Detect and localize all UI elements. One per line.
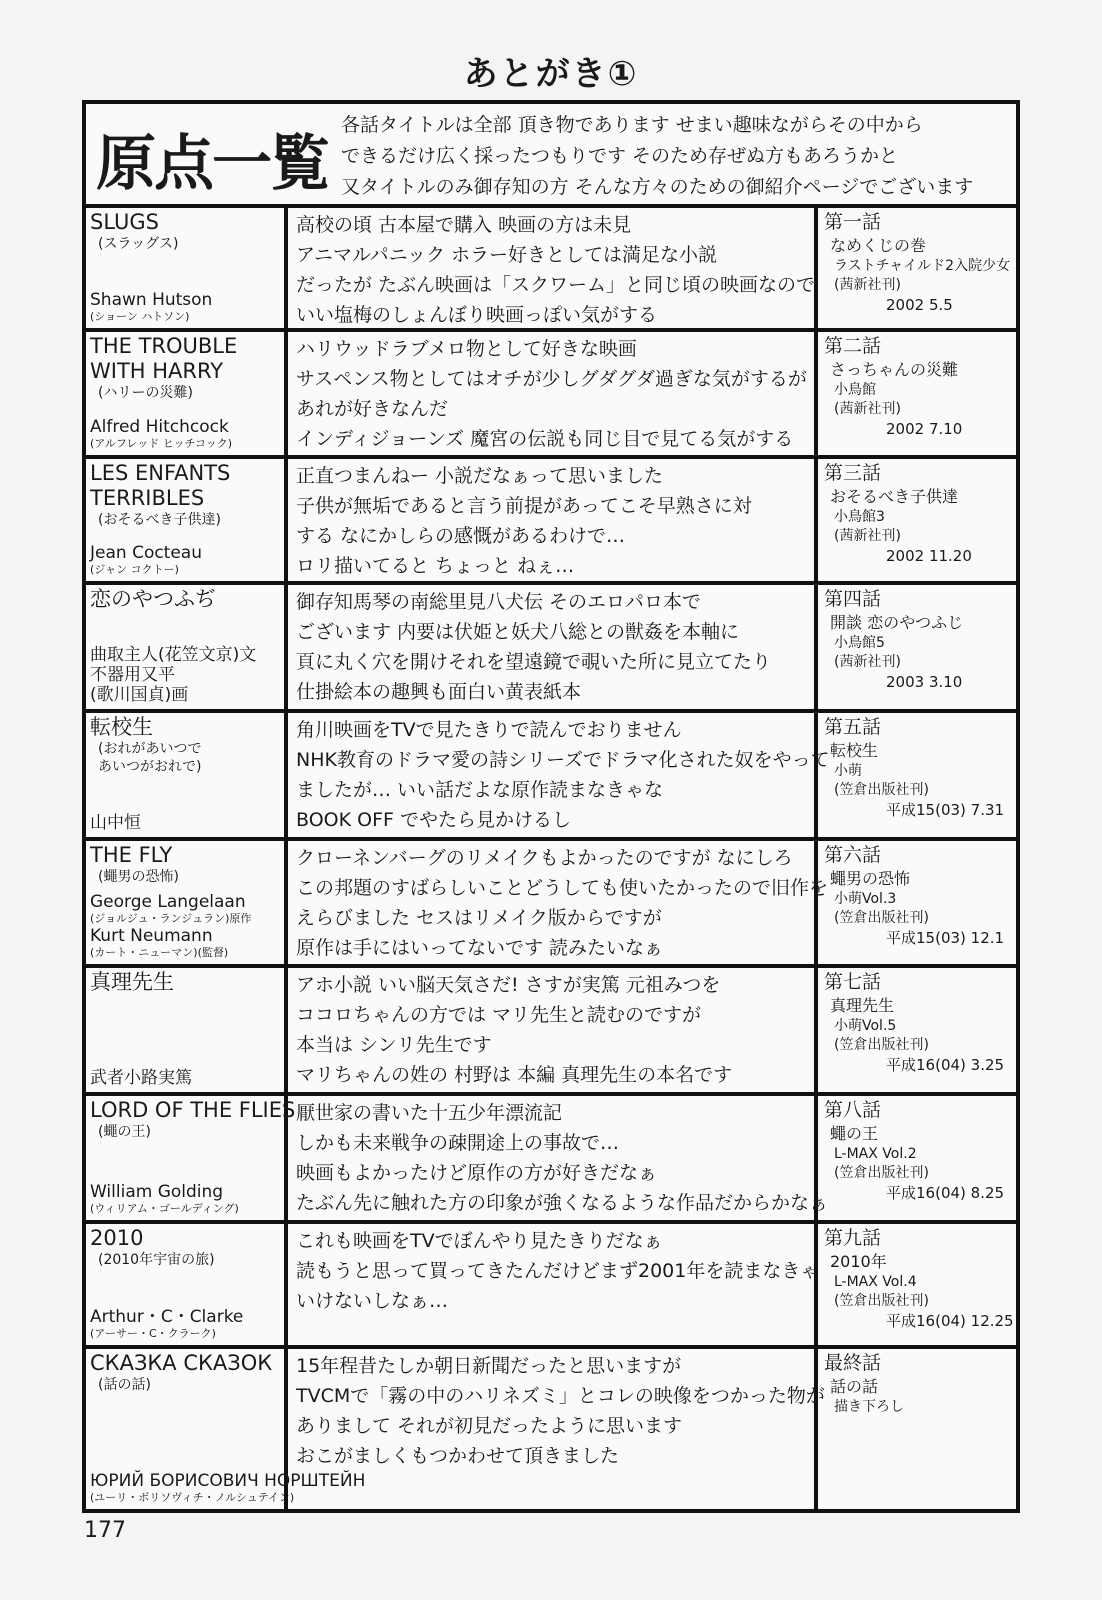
source-title: 恋のやつふぢ bbox=[90, 587, 216, 611]
comment-line: インディジョーンズ 魔宮の伝説も同じ目で見てる気がする bbox=[296, 428, 794, 450]
episode-info-cell bbox=[818, 841, 1016, 964]
episode-info-cell bbox=[818, 208, 1016, 328]
episode-number: 第八話 bbox=[824, 1099, 882, 1121]
source-title: WITH HARRY bbox=[90, 359, 224, 383]
episode-info-cell bbox=[818, 713, 1016, 837]
source-author: 山中恒 bbox=[90, 813, 141, 833]
source-title-cell bbox=[86, 459, 288, 581]
episode-info-line: L-MAX Vol.4 bbox=[834, 1274, 917, 1290]
episode-info-line: 小萌Vol.3 bbox=[834, 891, 897, 907]
episode-info-cell bbox=[818, 1096, 1016, 1220]
page-title: あとがき① bbox=[463, 54, 639, 94]
episode-info-line: (笠倉出版社刊) bbox=[834, 782, 929, 798]
author-block bbox=[90, 892, 251, 960]
comment-line: NHK教育のドラマ愛の詩シリーズでドラマ化された奴をやって bbox=[296, 749, 830, 771]
source-title-cell bbox=[86, 968, 288, 1092]
episode-info-line: (笠倉出版社刊) bbox=[834, 910, 929, 926]
comment-line: ございます 内要は伏姫と妖犬八総との獣姦を本軸に bbox=[296, 621, 740, 643]
episode-info-line: 蠅男の恐怖 bbox=[830, 869, 911, 888]
comment-line: する なにかしらの感慨があるわけで… bbox=[296, 525, 626, 547]
episode-info-line: 描き下ろし bbox=[834, 1399, 904, 1415]
source-title: TERRIBLES bbox=[90, 486, 205, 510]
comment-line: 御存知馬琴の南総里見八犬伝 そのエロパロ本で bbox=[296, 591, 702, 613]
episode-number: 第四話 bbox=[824, 588, 882, 610]
episode-info-line: 小鳥館5 bbox=[834, 635, 885, 651]
episode-number: 最終話 bbox=[824, 1352, 882, 1374]
comment-line: この邦題のすばらしいことどうしても使いたかったので旧作を bbox=[296, 877, 829, 899]
author-block bbox=[90, 1068, 192, 1088]
source-title: 転校生 bbox=[90, 715, 153, 739]
source-title-reading: (おれがあいつで bbox=[98, 741, 202, 757]
episode-info-line: 真理先生 bbox=[830, 996, 895, 1015]
episode-info-cell bbox=[818, 585, 1016, 709]
comment-line: ココロちゃんの方では マリ先生と読むのですが bbox=[296, 1004, 702, 1026]
author-block bbox=[90, 645, 256, 705]
episode-number: 第二話 bbox=[824, 335, 882, 357]
episode-info-line: ラストチャイルド2入院少女 bbox=[834, 258, 1011, 274]
comment-cell bbox=[288, 585, 818, 709]
comment-line: アニマルパニック ホラー好きとしては満足な小説 bbox=[296, 244, 718, 266]
comment-line: しかも未来戦争の疎開途上の事故で… bbox=[296, 1132, 620, 1154]
comment-line: だったが たぶん映画は「スクワーム」と同じ頃の映画なので bbox=[296, 274, 816, 296]
episode-info-line: 蠅の王 bbox=[830, 1124, 879, 1143]
episode-info-line: (笠倉出版社刊) bbox=[834, 1165, 929, 1181]
table-row bbox=[86, 1224, 1016, 1349]
author-block bbox=[90, 1182, 239, 1216]
comment-line: いい塩梅のしょんぼり映画っぽい気がする bbox=[296, 304, 658, 326]
episode-info-line: 小鳥館3 bbox=[834, 509, 885, 525]
episode-date: 2002 5.5 bbox=[886, 296, 953, 314]
episode-date: 平成15(03) 7.31 bbox=[886, 801, 1005, 819]
source-author-reading: (ジャン コクトー) bbox=[90, 563, 179, 576]
comment-cell bbox=[288, 968, 818, 1092]
table-row bbox=[86, 841, 1016, 968]
source-author: Alfred Hitchcock bbox=[90, 417, 229, 437]
comment-line: BOOK OFF でやたら見かけるし bbox=[296, 809, 571, 831]
episode-info-line: 開談 恋のやつふじ bbox=[830, 613, 964, 632]
episode-number: 第七話 bbox=[824, 971, 882, 993]
table-row bbox=[86, 1349, 1016, 1509]
episode-number: 第九話 bbox=[824, 1227, 882, 1249]
comment-line: 仕掛絵本の趣興も面白い黄表紙本 bbox=[296, 681, 582, 703]
comment-line: クローネンバーグのリメイクもよかったのですが なにしろ bbox=[296, 847, 793, 869]
header-intro-text bbox=[341, 110, 1006, 203]
source-title-cell bbox=[86, 1349, 366, 1509]
episode-info-line: 小萌 bbox=[834, 763, 862, 779]
comment-line: 角川映画をTVで見たきりで読んでおりません bbox=[296, 719, 682, 741]
comment-line: これも映画をTVでぼんやり見たきりだなぁ bbox=[296, 1230, 663, 1252]
episode-number: 第一話 bbox=[824, 211, 882, 233]
episode-info-line: (茜新社刊) bbox=[834, 654, 901, 670]
episode-info-cell bbox=[818, 1224, 1016, 1345]
source-title-cell bbox=[86, 713, 288, 837]
episode-date: 2003 3.10 bbox=[886, 673, 963, 691]
episode-date: 平成16(04) 12.25 bbox=[886, 1312, 1014, 1330]
comment-cell bbox=[288, 841, 829, 964]
episode-date: 2002 11.20 bbox=[886, 547, 972, 565]
comment-cell bbox=[288, 208, 818, 328]
source-title: THE FLY bbox=[90, 843, 173, 867]
source-author: Arthur・C・Clarke bbox=[90, 1307, 244, 1327]
episode-date: 2002 7.10 bbox=[886, 420, 963, 438]
episode-date: 平成16(04) 3.25 bbox=[886, 1056, 1005, 1074]
comment-cell bbox=[288, 1096, 829, 1220]
comment-line: ましたが… いい話だよな原作読まなきゃな bbox=[296, 779, 664, 801]
comment-line: 頁に丸く穴を開けそれを望遠鏡で覗いた所に見立てたり bbox=[296, 651, 772, 673]
episode-info-line: 小鳥館 bbox=[834, 382, 876, 398]
source-title-reading: (スラッグス) bbox=[98, 236, 179, 252]
source-title: SLUGS bbox=[90, 210, 159, 234]
author-block bbox=[90, 543, 202, 577]
source-title: 2010 bbox=[90, 1226, 144, 1250]
comment-line: サスペンス物としてはオチが少しグダグダ過ぎな気がするが bbox=[296, 368, 807, 390]
source-list-table bbox=[82, 100, 1020, 1513]
episode-info-cell bbox=[818, 459, 1016, 581]
source-author-reading: (カート・ニューマン)(監督) bbox=[90, 946, 229, 959]
source-author: George Langelaan bbox=[90, 892, 246, 912]
episode-info-line: (笠倉出版社刊) bbox=[834, 1037, 929, 1053]
episode-info-line: 2010年 bbox=[830, 1252, 887, 1271]
episode-number: 第六話 bbox=[824, 844, 882, 866]
episode-info-cell bbox=[818, 332, 1016, 455]
comment-line: 正直つまんねー 小説だなぁって思いました bbox=[296, 465, 664, 487]
comment-line: 子供が無垢であると言う前提があってこそ早熟さに対 bbox=[296, 495, 752, 517]
source-title-cell bbox=[86, 1224, 288, 1345]
comment-line: マリちゃんの姓の 村野は 本編 真理先生の本名です bbox=[296, 1064, 733, 1086]
source-title-cell bbox=[86, 841, 288, 964]
episode-info-line: (茜新社刊) bbox=[834, 277, 901, 293]
source-title: СКАЗКА СКАЗОК bbox=[90, 1351, 273, 1375]
source-title-reading: (おそるべき子供達) bbox=[98, 512, 221, 528]
comment-line: えらびました セスはリメイク版からですが bbox=[296, 907, 662, 929]
source-title: LES ENFANTS bbox=[90, 461, 231, 485]
source-author-reading: (ジョルジュ・ランジュラン)原作 bbox=[90, 912, 252, 925]
source-author: Shawn Hutson bbox=[90, 290, 213, 310]
author-block bbox=[90, 813, 141, 833]
header-line: できるだけ広く採ったつもりです そのため存ぜぬ方もあろうかと bbox=[341, 145, 899, 167]
source-title-reading: (2010年宇宙の旅) bbox=[98, 1252, 215, 1268]
episode-number: 第三話 bbox=[824, 462, 882, 484]
comment-cell bbox=[288, 459, 818, 581]
source-author: Kurt Neumann bbox=[90, 926, 213, 946]
table-row bbox=[86, 208, 1016, 332]
page-number: 177 bbox=[84, 1518, 126, 1543]
header-big-title: 原点一覧 bbox=[96, 129, 328, 199]
episode-info-line: 転校生 bbox=[830, 741, 879, 760]
episode-info-line: (茜新社刊) bbox=[834, 401, 901, 417]
comment-line: おこがましくもつかわせて頂きました bbox=[296, 1445, 620, 1467]
source-title: LORD OF THE FLIES bbox=[90, 1098, 296, 1122]
source-author-reading: (アルフレッド ヒッチコック) bbox=[90, 437, 233, 450]
source-title-cell bbox=[86, 332, 288, 455]
episode-number: 第五話 bbox=[824, 716, 882, 738]
source-author-reading: (ショーン ハトソン) bbox=[90, 310, 190, 323]
source-title-reading: (蠅男の恐怖) bbox=[98, 869, 179, 885]
source-title-reading: (蠅の王) bbox=[98, 1124, 151, 1140]
comment-cell bbox=[288, 713, 830, 837]
comment-line: いけないしなぁ… bbox=[296, 1290, 449, 1312]
author-block bbox=[90, 417, 232, 451]
comment-line: ロリ描いてると ちょっと ねぇ… bbox=[296, 555, 575, 577]
source-title: THE TROUBLE bbox=[90, 334, 238, 358]
comment-line: 読もうと思って買ってきたんだけどまず2001年を読まなきゃ bbox=[296, 1260, 820, 1282]
episode-info-line: (笠倉出版社刊) bbox=[834, 1293, 929, 1309]
table-row bbox=[86, 459, 1016, 585]
source-title-cell bbox=[86, 208, 288, 328]
episode-info-line: 小萌Vol.5 bbox=[834, 1018, 897, 1034]
author-block bbox=[90, 290, 212, 324]
table-row bbox=[86, 968, 1016, 1096]
comment-cell bbox=[288, 1349, 825, 1509]
comment-line: あれが好きなんだ bbox=[296, 398, 449, 420]
comment-line: 厭世家の書いた十五少年漂流記 bbox=[296, 1102, 563, 1124]
source-title-reading: あいつがおれで) bbox=[98, 759, 202, 775]
comment-line: アホ小説 いい脳天気さだ! さすが実篤 元祖みつを bbox=[296, 974, 721, 996]
table-row bbox=[86, 713, 1016, 841]
table-row bbox=[86, 1096, 1016, 1224]
episode-info-cell bbox=[818, 1349, 1016, 1509]
episode-date: 平成16(04) 8.25 bbox=[886, 1184, 1005, 1202]
episode-info-line: (茜新社刊) bbox=[834, 528, 901, 544]
episode-info-line: さっちゃんの災難 bbox=[830, 360, 959, 379]
episode-info-line: L-MAX Vol.2 bbox=[834, 1146, 917, 1162]
comment-cell bbox=[288, 332, 818, 455]
source-author-reading: (ユーリ・ボリソヴィチ・ノルシュテイン) bbox=[90, 1491, 295, 1504]
author-block bbox=[90, 1307, 243, 1341]
source-title-cell bbox=[86, 1096, 296, 1220]
source-author: (歌川国貞)画 bbox=[90, 685, 189, 705]
source-author: 曲取主人(花笠文京)文 bbox=[90, 645, 257, 665]
source-title-cell bbox=[86, 585, 288, 709]
source-author: Jean Cocteau bbox=[90, 543, 203, 563]
source-title-reading: (ハリーの災難) bbox=[98, 385, 193, 401]
source-title-reading: (話の話) bbox=[98, 1377, 151, 1393]
episode-info-line: おそるべき子供達 bbox=[830, 487, 959, 506]
comment-line: 本当は シンリ先生です bbox=[296, 1034, 492, 1056]
header-line: 各話タイトルは全部 頂き物であります せまい趣味ながらその中から bbox=[341, 114, 923, 136]
source-author-reading: (ウィリアム・ゴールディング) bbox=[90, 1202, 239, 1215]
source-author: William Golding bbox=[90, 1182, 224, 1202]
source-author: 不器用又平 bbox=[90, 665, 175, 685]
source-author: ЮРИЙ БОРИСОВИЧ НОРШТЕЙН bbox=[90, 1471, 366, 1491]
episode-info-line: 話の話 bbox=[830, 1377, 879, 1396]
header-line: 又タイトルのみ御存知の方 そんな方々のための御紹介ページでございます bbox=[341, 176, 974, 198]
episode-date: 平成15(03) 12.1 bbox=[886, 929, 1005, 947]
table-row bbox=[86, 332, 1016, 459]
comment-line: 原作は手にはいってないです 読みたいなぁ bbox=[296, 937, 664, 959]
comment-line: 映画もよかったけど原作の方が好きだなぁ bbox=[296, 1162, 658, 1184]
comment-line: ありまして それが初見だったように思います bbox=[296, 1415, 683, 1437]
comment-line: TVCMで「霧の中のハリネズミ」とコレの映像をつかった物が bbox=[296, 1385, 825, 1407]
episode-info-cell bbox=[818, 968, 1016, 1092]
comment-line: たぶん先に触れた方の印象が強くなるような作品だからかなぁ bbox=[296, 1192, 829, 1214]
episode-info-line: なめくじの巻 bbox=[830, 236, 927, 255]
comment-line: 高校の頃 古本屋で購入 映画の方は未見 bbox=[296, 214, 632, 236]
source-title: 真理先生 bbox=[90, 970, 174, 994]
comment-line: ハリウッドラブメロ物として好きな映画 bbox=[296, 338, 637, 360]
comment-line: 15年程昔たしか朝日新聞だったと思いますが bbox=[296, 1355, 682, 1377]
source-author-reading: (アーサー・C・クラーク) bbox=[90, 1327, 216, 1340]
table-header bbox=[86, 104, 1016, 208]
comment-cell bbox=[288, 1224, 818, 1345]
table-row bbox=[86, 585, 1016, 713]
source-author: 武者小路実篤 bbox=[90, 1068, 192, 1088]
